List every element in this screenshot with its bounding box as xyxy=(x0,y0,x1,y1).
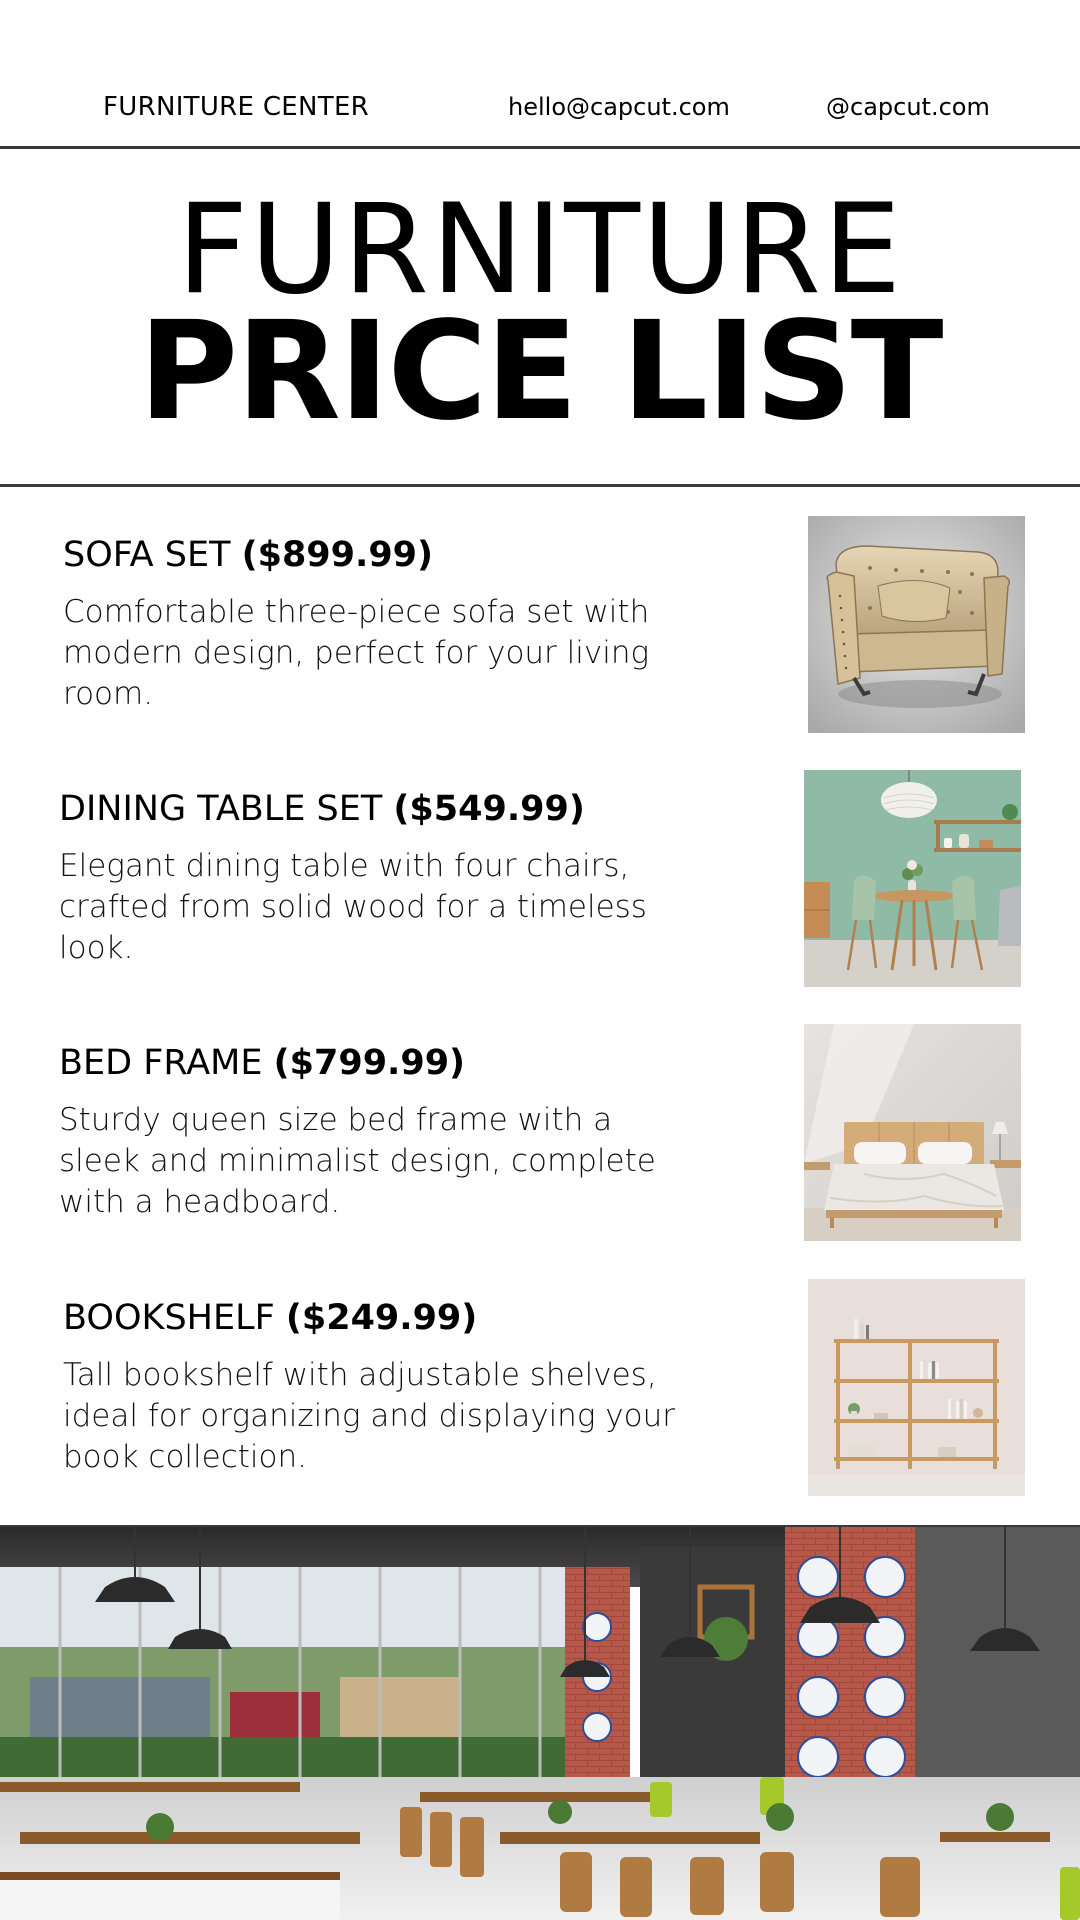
item-name: BOOKSHELF xyxy=(63,1298,275,1338)
price-item-bed-frame xyxy=(0,1024,1080,1244)
sofa-photo xyxy=(808,516,1025,733)
item-price: ($549.99) xyxy=(393,789,585,829)
dining-room-photo xyxy=(804,770,1021,987)
brand-name: FURNITURE CENTER xyxy=(103,92,370,122)
social-handle[interactable]: @capcut.com xyxy=(826,93,990,121)
title-line-2: PRICE LIST xyxy=(138,293,942,451)
item-name: DINING TABLE SET xyxy=(59,789,383,829)
header-bar xyxy=(0,0,1080,146)
price-item-dining-table xyxy=(0,770,1080,990)
contact-email[interactable]: hello@capcut.com xyxy=(508,93,730,121)
item-description: Tall bookshelf with adjustable shelves, ideal for organizing and displaying your book collection. xyxy=(63,1357,675,1475)
restaurant-interior-photo xyxy=(0,1527,1080,1920)
item-name: BED FRAME xyxy=(59,1043,263,1083)
divider-title xyxy=(0,484,1080,487)
item-heading xyxy=(63,534,433,576)
divider-top xyxy=(0,146,1080,149)
bookshelf-photo xyxy=(808,1279,1025,1496)
title-line-1: FURNITURE xyxy=(176,178,904,322)
item-name: SOFA SET xyxy=(63,535,231,575)
item-description: Sturdy queen size bed frame with a sleek and minimalist design, complete with a headboard. xyxy=(59,1102,656,1220)
item-heading xyxy=(59,788,585,830)
item-heading xyxy=(59,1042,465,1084)
bedroom-photo xyxy=(804,1024,1021,1241)
price-item-bookshelf xyxy=(0,1279,1080,1499)
item-price: ($799.99) xyxy=(273,1043,466,1083)
item-heading xyxy=(63,1297,477,1339)
item-price: ($249.99) xyxy=(285,1298,478,1338)
item-description: Elegant dining table with four chairs, crafted from solid wood for a timeless look. xyxy=(59,848,647,966)
item-price: ($899.99) xyxy=(241,535,434,575)
item-description: Comfortable three-piece sofa set with modern design, perfect for your living room. xyxy=(63,594,650,712)
price-item-sofa xyxy=(0,516,1080,736)
